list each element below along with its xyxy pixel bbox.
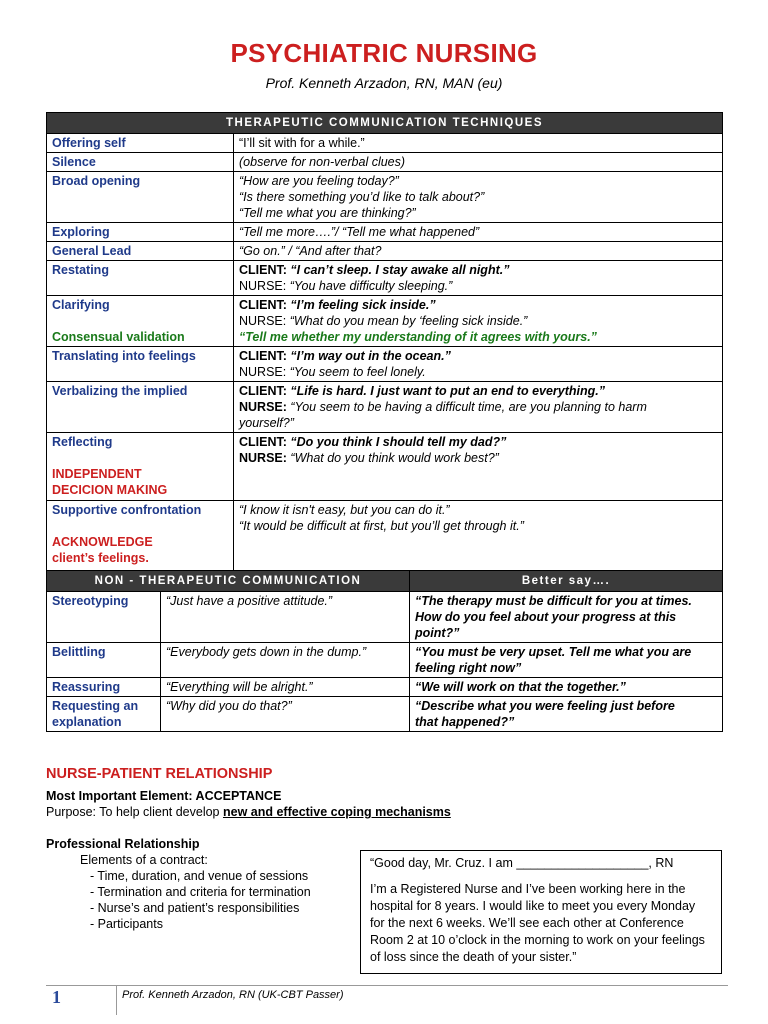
non-therapeutic-table — [46, 570, 723, 732]
example-line: “Is there something you’d like to talk about?” — [239, 190, 485, 204]
table-row — [47, 153, 723, 172]
nurse-quote: “What do you mean by ‘feeling sick inside.” — [289, 314, 528, 328]
client-quote: “I can’t sleep. I stay awake all night.” — [290, 263, 510, 277]
page-subtitle: Prof. Kenneth Arzadon, RN, MAN (eu) — [265, 75, 503, 91]
nurse-label: NURSE: — [239, 451, 287, 465]
term-line: explanation — [52, 715, 122, 729]
table-row — [47, 643, 723, 678]
page-title: PSYCHIATRIC NURSING — [230, 38, 538, 68]
example-line: “It would be difficult at first, but you’ll get through it.” — [239, 519, 524, 533]
term-cell: Translating into feelings — [47, 347, 234, 382]
therapeutic-table — [46, 112, 723, 578]
red-note: DECICION MAKING — [52, 483, 168, 497]
term-cell: Broad opening — [47, 172, 234, 223]
better-cell — [410, 592, 723, 643]
example-cell — [234, 501, 723, 578]
nurse-quote: “You seem to be having a difficult time, are you planning to harm — [290, 400, 647, 414]
table-row — [47, 501, 723, 578]
important-element: Most Important Element: ACCEPTANCE — [46, 789, 282, 803]
footer-text: Prof. Kenneth Arzadon, RN (UK-CBT Passer) — [122, 989, 344, 1001]
nurse-quote: “What do you think would work best?” — [290, 451, 499, 465]
client-label: CLIENT: — [239, 349, 287, 363]
client-label: CLIENT: — [239, 384, 287, 398]
better-cell — [410, 643, 723, 678]
term-label: Supportive confrontation — [52, 503, 202, 517]
better-line: “You must be very upset. Tell me what you are — [415, 645, 692, 659]
table-row — [47, 261, 723, 296]
nurse-label: NURSE: — [239, 365, 287, 379]
example-cell — [234, 382, 723, 433]
table-row — [47, 592, 723, 643]
term-cell: General Lead — [47, 242, 234, 261]
better-line: point?” — [415, 626, 460, 640]
example-cell — [234, 296, 723, 347]
term-cell — [47, 433, 234, 501]
list-item: - Time, duration, and venue of sessions — [90, 869, 309, 883]
example-cell: “Everybody gets down in the dump.” — [161, 643, 410, 678]
red-note: INDEPENDENT — [52, 467, 142, 481]
list-item: - Participants — [90, 917, 163, 931]
nurse-quote-cont: yourself?” — [239, 416, 294, 430]
example-cell: “Go on.” / “And after that? — [234, 242, 723, 261]
table-row — [47, 697, 723, 732]
example-cell: “Why did you do that?” — [161, 697, 410, 732]
purpose-line — [46, 804, 451, 820]
therapeutic-heading: THERAPEUTIC COMMUNICATION TECHNIQUES — [47, 113, 723, 134]
footer-separator — [116, 985, 117, 1015]
contract-list — [90, 868, 311, 932]
sample-introduction-box — [360, 850, 722, 974]
client-label: CLIENT: — [239, 435, 287, 449]
red-note: ACKNOWLEDGE — [52, 535, 153, 549]
client-quote: “I’m way out in the ocean.” — [290, 349, 451, 363]
better-line: “Describe what you were feeling just before — [415, 699, 675, 713]
table-row — [47, 382, 723, 433]
term-cell: Stereotyping — [47, 592, 161, 643]
example-line: “I know it isn't easy, but you can do it.” — [239, 503, 450, 517]
table-row — [47, 296, 723, 347]
example-cell: “Everything will be alright.” — [161, 678, 410, 697]
term-cell: Reassuring — [47, 678, 161, 697]
example-cell — [234, 172, 723, 223]
list-item: - Nurse’s and patient’s responsibilities — [90, 901, 300, 915]
nurse-label: NURSE: — [239, 279, 287, 293]
client-quote: “Life is hard. I just want to put an end to everything.” — [290, 384, 606, 398]
table-row — [47, 223, 723, 242]
better-line: How do you feel about your progress at this — [415, 610, 677, 624]
box-paragraph: I’m a Registered Nurse and I’ve been working here in the hospital for 8 years. I would like to meet you every Monday for the next 6 weeks. We’ll see each other at Conference Room 2 at 10 o’clock in the morning to work on your feelings of loss since the death of your sister.” — [370, 882, 705, 964]
footer-divider — [46, 985, 728, 986]
client-quote: “I’m feeling sick inside.” — [290, 298, 436, 312]
purpose-prefix: Purpose: To help client develop — [46, 805, 223, 819]
box-greeting: “Good day, Mr. Cruz. I am ___________________, RN — [370, 856, 674, 870]
contract-label: Elements of a contract: — [80, 853, 208, 867]
nurse-quote: “You seem to feel lonely. — [289, 365, 426, 379]
example-cell — [234, 347, 723, 382]
table-row — [47, 172, 723, 223]
term-cell: Belittling — [47, 643, 161, 678]
table-row — [47, 242, 723, 261]
term-cell: Restating — [47, 261, 234, 296]
table-row — [47, 433, 723, 501]
better-say-heading: Better say…. — [410, 571, 723, 592]
table-row — [47, 347, 723, 382]
example-cell — [234, 261, 723, 296]
better-line: “The therapy must be difficult for you at times. — [415, 594, 692, 608]
table-row — [47, 134, 723, 153]
table-row — [47, 678, 723, 697]
term-label: Clarifying — [52, 298, 110, 312]
red-note: client’s feelings. — [52, 551, 149, 565]
nurse-label: NURSE: — [239, 400, 287, 414]
term-cell — [47, 296, 234, 347]
list-item: - Termination and criteria for termination — [90, 885, 311, 899]
term-cell: Offering self — [47, 134, 234, 153]
section-title: NURSE-PATIENT RELATIONSHIP — [46, 766, 273, 782]
example-line: “Tell me what you are thinking?” — [239, 206, 416, 220]
term-line: Requesting an — [52, 699, 139, 713]
example-line: “How are you feeling today?” — [239, 174, 399, 188]
term-label-green: Consensual validation — [52, 330, 185, 344]
better-line: feeling right now” — [415, 661, 522, 675]
professional-heading: Professional Relationship — [46, 837, 200, 851]
example-cell: (observe for non-verbal clues) — [234, 153, 723, 172]
better-cell: “We will work on that the together.” — [410, 678, 723, 697]
term-label: Reflecting — [52, 435, 113, 449]
term-cell — [47, 697, 161, 732]
page-number: 1 — [52, 987, 61, 1007]
example-cell: “Tell me more….”/ “Tell me what happened” — [234, 223, 723, 242]
client-quote: “Do you think I should tell my dad?” — [290, 435, 507, 449]
nurse-label: NURSE: — [239, 314, 287, 328]
term-cell: Verbalizing the implied — [47, 382, 234, 433]
nurse-quote: “You have difficulty sleeping.” — [289, 279, 453, 293]
term-cell — [47, 501, 234, 578]
better-line: that happened?” — [415, 715, 515, 729]
validation-quote: “Tell me whether my understanding of it agrees with yours.” — [239, 330, 597, 344]
term-cell: Exploring — [47, 223, 234, 242]
example-cell: “I’ll sit with for a while.” — [234, 134, 723, 153]
non-therapeutic-heading: NON - THERAPEUTIC COMMUNICATION — [47, 571, 410, 592]
client-label: CLIENT: — [239, 263, 287, 277]
example-cell — [234, 433, 723, 501]
example-cell: “Just have a positive attitude.” — [161, 592, 410, 643]
client-label: CLIENT: — [239, 298, 287, 312]
purpose-emphasis: new and effective coping mechanisms — [222, 805, 451, 819]
term-cell: Silence — [47, 153, 234, 172]
better-cell — [410, 697, 723, 732]
